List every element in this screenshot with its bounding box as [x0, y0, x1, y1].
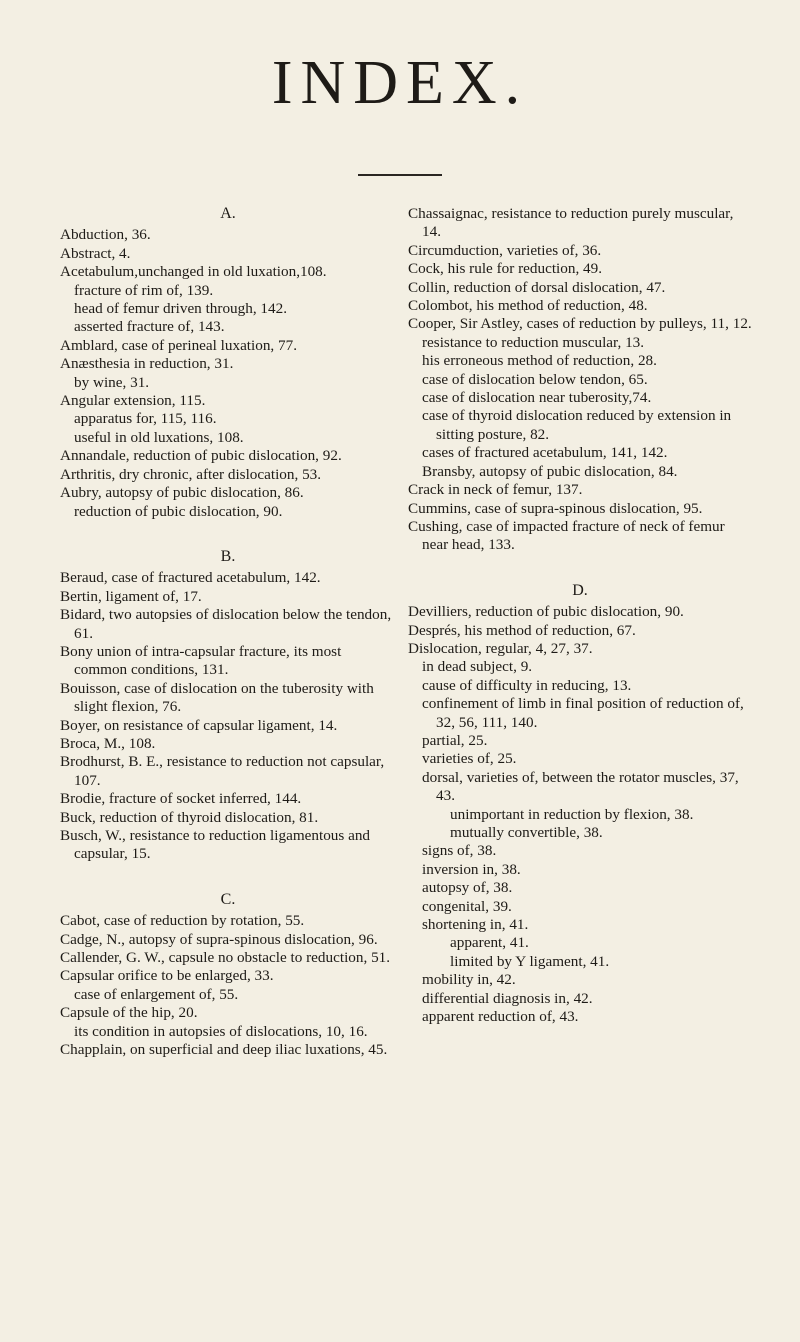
- index-entry: Collin, reduction of dorsal dislocation, 47.: [408, 278, 666, 296]
- index-subentry: shortening in, 41.: [422, 916, 529, 934]
- index-subentry: case of dislocation below tendon, 65.: [422, 370, 648, 388]
- index-entry: Cummins, case of supra-spinous dislocation, 95.: [408, 499, 703, 517]
- index-subentry: autopsy of, 38.: [422, 879, 513, 897]
- index-entry: Devilliers, reduction of pubic dislocation, 90.: [408, 603, 684, 621]
- index-entry: Bony union of intra-capsular fracture, its most common conditions, 131.: [60, 642, 342, 679]
- section-letter: D.: [572, 581, 588, 599]
- index-subentry: inversion in, 38.: [422, 860, 521, 878]
- index-entry: Després, his method of reduction, 67.: [408, 621, 636, 639]
- index-entry: Cooper, Sir Astley, cases of reduction by pulleys, 11, 12.: [408, 315, 752, 333]
- group-gap: [408, 555, 752, 582]
- index-entry: Brodie, fracture of socket inferred, 144.: [60, 790, 302, 808]
- index-entry: Brodhurst, B. E., resistance to reduction not capsular, 107.: [60, 753, 385, 789]
- index-entry: Bertin, ligament of, 17.: [60, 587, 202, 605]
- index-subentry: asserted fracture of, 143.: [74, 318, 225, 336]
- index-subentry: fracture of rim of, 139.: [74, 281, 214, 299]
- index-subentry: cases of fractured acetabulum, 141, 142.: [422, 444, 668, 462]
- index-entry: Anæsthesia in reduction, 31.: [60, 355, 234, 373]
- index-subentry: useful in old luxations, 108.: [74, 428, 244, 446]
- index-entry: Bidard, two autopsies of dislocation below the tendon, 61.: [60, 606, 392, 642]
- index-subentry: mutually convertible, 38.: [450, 824, 603, 841]
- index-subentry: case of enlargement of, 55.: [74, 985, 239, 1003]
- index-entry: Bouisson, case of dislocation on the tuberosity with slight flexion, 76.: [60, 679, 374, 716]
- index-subentry: signs of, 38.: [422, 842, 497, 860]
- section-letter: A.: [220, 205, 236, 222]
- index-entry: Callender, G. W., capsule no obstacle to reduction, 51.: [60, 949, 391, 967]
- index-entry: Amblard, case of perineal luxation, 77.: [60, 336, 298, 354]
- index-subentry: apparatus for, 115, 116.: [74, 410, 217, 428]
- index-entry: Cabot, case of reduction by rotation, 55.: [60, 912, 305, 930]
- index-subentry: partial, 25.: [422, 731, 488, 749]
- index-subentry: resistance to reduction muscular, 13.: [422, 333, 645, 351]
- index-entry: Cushing, case of impacted fracture of neck of femur near head, 133.: [408, 517, 725, 554]
- index-entry: Aubry, autopsy of pubic dislocation, 86.: [60, 484, 304, 502]
- column-right: [408, 205, 752, 1026]
- index-subentry: unimportant in reduction by flexion, 38.: [450, 805, 694, 823]
- index-subentry: his erroneous method of reduction, 28.: [422, 352, 657, 370]
- index-subentry: congenital, 39.: [422, 897, 512, 915]
- index-subentry: reduction of pubic dislocation, 90.: [74, 502, 283, 520]
- index-subentry: apparent, 41.: [450, 934, 529, 952]
- index-entry: Acetabulum,unchanged in old luxation,108.: [60, 263, 327, 281]
- index-entry: Chapplain, on superficial and deep iliac luxations, 45.: [60, 1041, 388, 1059]
- index-entry: Dislocation, regular, 4, 27, 37.: [408, 639, 593, 657]
- section-letter: C.: [220, 890, 236, 908]
- index-entry: Chassaignac, resistance to reduction purely muscular, 14.: [408, 205, 734, 241]
- index-subentry: confinement of limb in final position of reduction of, 32, 56, 111, 140.: [422, 695, 744, 731]
- title-rule: [358, 174, 442, 176]
- index-subentry: in dead subject, 9.: [422, 658, 533, 676]
- index-entry: Cadge, N., autopsy of supra-spinous dislocation, 96.: [60, 930, 378, 948]
- index-entry: Boyer, on resistance of capsular ligament, 14.: [60, 716, 338, 734]
- index-subentry: Bransby, autopsy of pubic dislocation, 84.: [422, 462, 678, 480]
- index-entry: Buck, reduction of thyroid dislocation, 81.: [60, 808, 319, 826]
- index-subentry: cause of difficulty in reducing, 13.: [422, 676, 632, 694]
- group-gap: [60, 864, 396, 891]
- index-entry: Busch, W., resistance to reduction ligamentous and capsular, 15.: [60, 827, 371, 863]
- index-subentry: head of femur driven through, 142.: [74, 300, 287, 318]
- index-subentry: case of dislocation near tuberosity,74.: [422, 389, 652, 407]
- page-title: INDEX.: [271, 49, 529, 117]
- index-entry: Abduction, 36.: [60, 226, 151, 244]
- index-entry: Cock, his rule for reduction, 49.: [408, 260, 603, 278]
- index-entry: Annandale, reduction of pubic dislocation, 92.: [60, 447, 342, 465]
- index-entry: Circumduction, varieties of, 36.: [408, 241, 602, 259]
- group-gap: [60, 521, 396, 548]
- index-subentry: limited by Y ligament, 41.: [450, 952, 610, 970]
- index-entry: Beraud, case of fractured acetabulum, 142.: [60, 569, 321, 587]
- index-subentry: dorsal, varieties of, between the rotator muscles, 37, 43.: [422, 768, 739, 805]
- column-left: [60, 205, 396, 1059]
- index-entry: Abstract, 4.: [60, 244, 131, 262]
- index-entry: Broca, M., 108.: [60, 734, 156, 752]
- index-entry: Colombot, his method of reduction, 48.: [408, 297, 648, 315]
- index-subentry: differential diagnosis in, 42.: [422, 989, 593, 1007]
- index-entry: Capsular orifice to be enlarged, 33.: [60, 967, 274, 985]
- index-subentry: its condition in autopsies of dislocations, 10, 16.: [74, 1022, 368, 1040]
- index-entry: Capsule of the hip, 20.: [60, 1004, 198, 1022]
- index-subentry: apparent reduction of, 43.: [422, 1008, 579, 1026]
- index-entry: Angular extension, 115.: [60, 392, 206, 410]
- index-subentry: varieties of, 25.: [422, 750, 517, 768]
- index-subentry: by wine, 31.: [74, 373, 150, 391]
- index-entry: Arthritis, dry chronic, after dislocation, 53.: [60, 465, 322, 483]
- index-subentry: mobility in, 42.: [422, 971, 516, 989]
- index-entry: Crack in neck of femur, 137.: [408, 481, 583, 499]
- index-subentry: case of thyroid dislocation reduced by extension in sitting posture, 82.: [422, 407, 732, 443]
- section-letter: B.: [220, 547, 236, 565]
